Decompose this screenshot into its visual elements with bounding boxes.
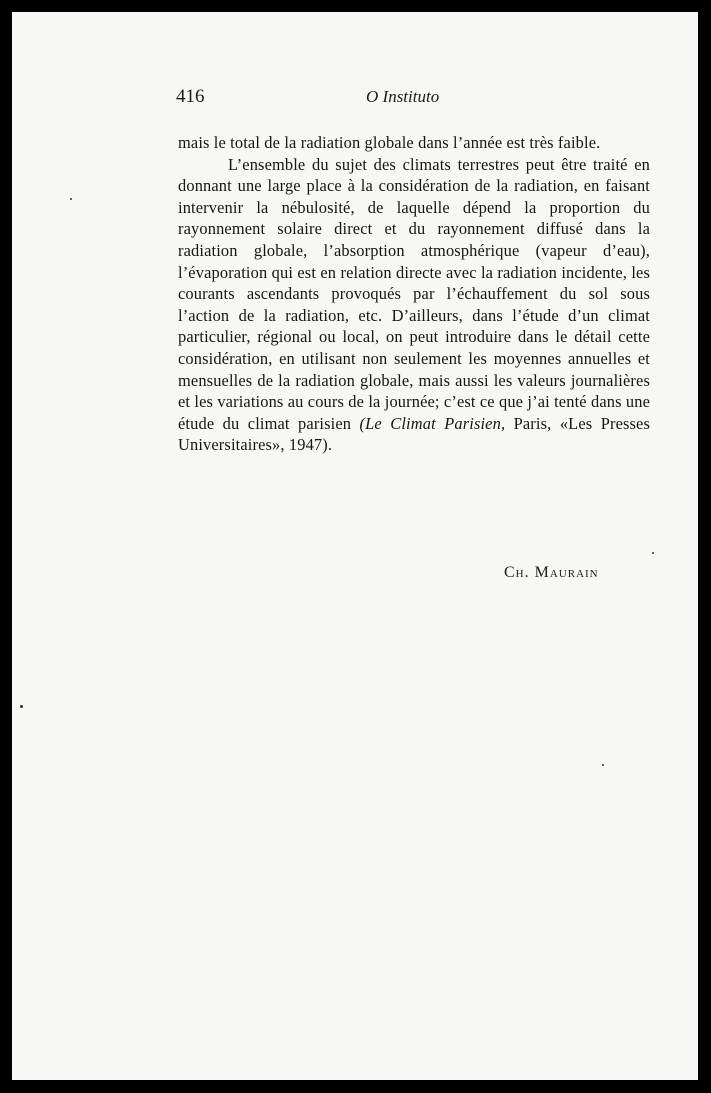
scan-speck	[20, 705, 23, 708]
author-signature: Ch. Maurain	[504, 564, 599, 581]
scan-speck	[602, 764, 604, 766]
paragraph-2-end: Paris, «Les Presses Universitaires», 1947).	[178, 413, 651, 455]
body-text	[178, 132, 650, 456]
scan-speck	[70, 198, 72, 200]
running-head: O Instituto	[366, 87, 440, 106]
paragraph-2	[178, 154, 650, 456]
document-page	[12, 12, 698, 1080]
scan-speck	[652, 552, 654, 554]
paragraph-1: mais le total de la radiation globale dans l’année est très faible.	[178, 133, 601, 152]
page-number: 416	[176, 86, 205, 107]
citation-title: (Le Climat Parisien,	[359, 413, 506, 433]
paragraph-2-main: L’ensemble du sujet des climats terrestres peut être traité en donnant une large place à la considération de la radiation, en faisant intervenir la nébulosité, de laquelle dépend la proportion du rayonnement solaire direct et du rayonnement diffusé dans la radiation globale, l’absorption atmosphérique (vapeur d’eau), l’évaporation qui est en relation directe avec la radiation incidente, les courants ascendants provoqués par l’échauffement du sol sous l’action de la radiation, etc. D’ailleurs, dans l’étude d’un climat particulier, régional ou local, on peut introduire dans le détail cette considération, en utilisant non seulement les moyennes annuelles et mensuelles de la radiation globale, mais aussi les valeurs journalières et les variations au cours de la journée; c’est ce que j’ai tenté dans une étude du climat parisien	[178, 154, 650, 433]
page-header	[176, 86, 666, 112]
